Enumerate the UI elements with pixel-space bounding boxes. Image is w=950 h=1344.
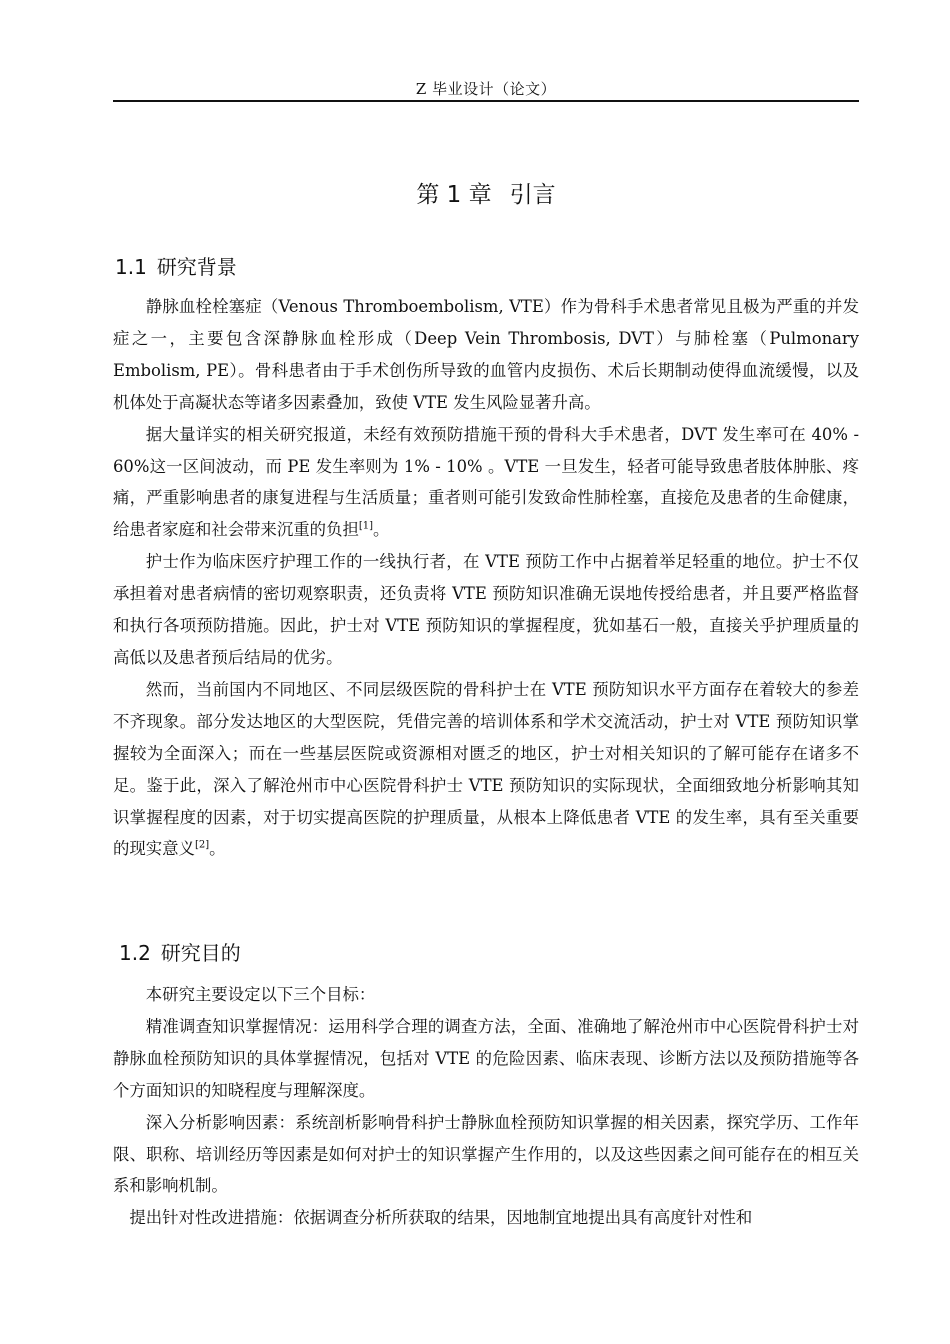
paragraph <box>113 1107 859 1203</box>
section-title: 研究目的 <box>160 941 241 965</box>
section-heading <box>115 252 237 282</box>
section-body <box>113 291 859 865</box>
citation-ref: [1] <box>358 520 374 532</box>
paragraph <box>113 1202 859 1234</box>
running-header: Z 毕业设计（论文） <box>415 80 557 98</box>
header-rule <box>113 100 859 102</box>
paragraph-text: 精准调查知识掌握情况：运用科学合理的调查方法，全面、准确地了解沧州市中心医院骨科护士对静脉血栓预防知识的具体掌握情况，包括对 VTE 的危险因素、临床表现、诊断方法以及预防措施等各个方面知识的知晓程度与理解深度。 <box>113 1016 859 1100</box>
paragraph-text: 提出针对性改进措施：依据调查分析所获取的结果，因地制宜地提出具有高度针对性和 <box>129 1208 753 1228</box>
paragraph-tail: 。 <box>373 520 390 540</box>
paragraph-text: 据大量详实的相关研究报道，未经有效预防措施干预的骨科大手术患者，DVT 发生率可在 40% - 60%这一区间波动，而 PE 发生率则为 1% - 10% 。VTE 一旦发生，轻者可能导致患者肢体肿胀、疼痛，严重影响患者的康复进程与生活质量；重者则可能引发致命性肺栓塞，直接危及患者的生命健康，给患者家庭和社会带来沉重的负担 <box>113 424 859 540</box>
chapter-title <box>113 178 859 212</box>
paragraph <box>113 674 859 865</box>
paragraph-text: 然而，当前国内不同地区、不同层级医院的骨科护士在 VTE 预防知识水平方面存在着较大的参差不齐现象。部分发达地区的大型医院，凭借完善的培训体系和学术交流活动，护士对 VTE 预防知识掌握较为全面深入；而在一些基层医院或资源相对匮乏的地区，护士对相关知识的了解可能存在诸多不足。鉴于此，深入了解沧州市中心医院骨科护士 VTE 预防知识的实际现状，全面细致地分析影响其知识掌握程度的因素，对于切实提高医院的护理质量，从根本上降低患者 VTE 的发生率，具有至关重要的现实意义 <box>113 679 859 859</box>
paragraph-text: 本研究主要设定以下三个目标： <box>145 985 376 1004</box>
section-title: 研究背景 <box>156 255 237 279</box>
citation-ref: [2] <box>194 839 210 851</box>
paragraph <box>113 979 859 1011</box>
section-number: 1.2 <box>119 941 151 965</box>
paragraph-text: 深入分析影响因素：系统剖析影响骨科护士静脉血栓预防知识掌握的相关因素，探究学历、工作年限、职称、培训经历等因素是如何对护士的知识掌握产生作用的，以及这些因素之间可能存在的相互关系和影响机制。 <box>113 1112 859 1196</box>
section-heading <box>119 938 241 968</box>
paragraph <box>113 291 859 419</box>
section-number: 1.1 <box>115 255 147 279</box>
paragraph-text: 静脉血栓栓塞症（Venous Thromboembolism, VTE）作为骨科手术患者常见且极为严重的并发症之一，主要包含深静脉血栓形成（Deep Vein Thrombosis, DVT）与肺栓塞（Pulmonary Embolism, PE）。骨科患者由于手术创伤所导致的血管内皮损伤、术后长期制动使得血流缓慢，以及机体处于高凝状态等诸多因素叠加，致使 VTE 发生风险显著升高。 <box>113 297 859 412</box>
section-body <box>113 979 859 1234</box>
paragraph <box>113 546 859 674</box>
chapter-number: 第 1 章 <box>416 182 492 208</box>
paragraph-text: 护士作为临床医疗护理工作的一线执行者，在 VTE 预防工作中占据着举足轻重的地位。护士不仅承担着对患者病情的密切观察职责，还负责将 VTE 预防知识准确无误地传授给患者，并且要严格监督和执行各项预防措施。因此，护士对 VTE 预防知识的掌握程度，犹如基石一般，直接关乎护理质量的高低以及患者预后结局的优劣。 <box>113 552 859 667</box>
paragraph-tail: 。 <box>209 839 226 859</box>
paragraph <box>113 419 859 547</box>
paragraph <box>113 1011 859 1107</box>
chapter-name: 引言 <box>509 182 556 208</box>
